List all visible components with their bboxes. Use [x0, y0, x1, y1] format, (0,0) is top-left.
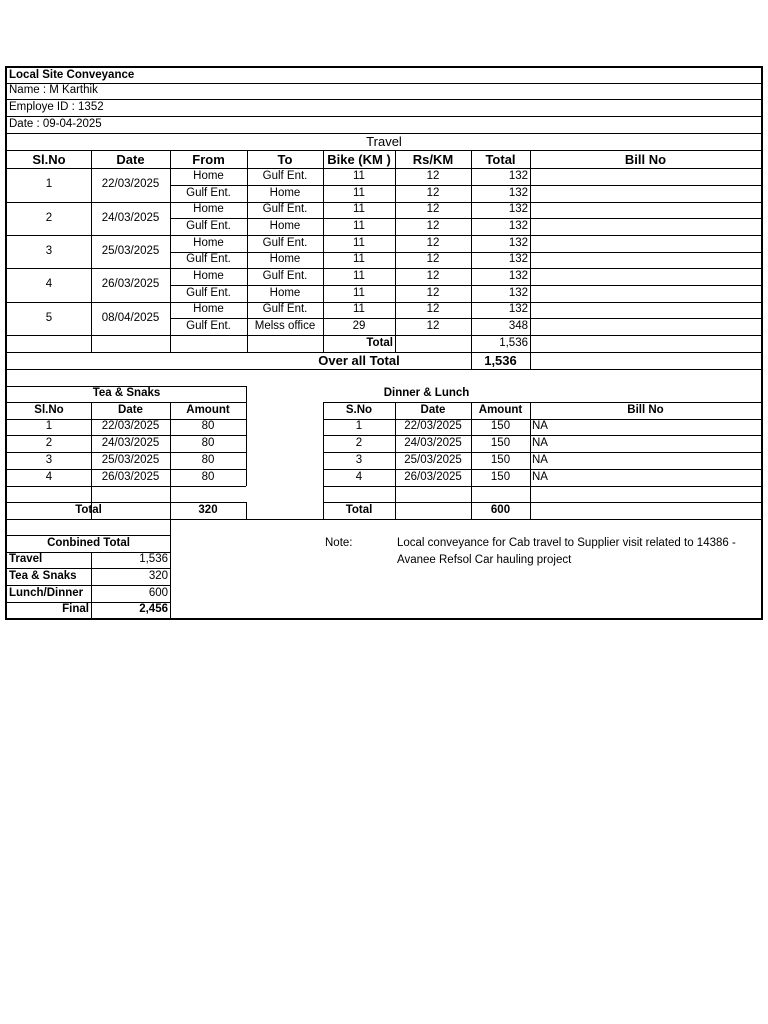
- dinner-heading: Dinner & Lunch: [383, 387, 470, 400]
- travel-rate: 12: [426, 203, 440, 216]
- combined-label: Travel: [9, 553, 43, 566]
- travel-rate: 12: [426, 253, 440, 266]
- travel-column-header: Bill No: [624, 151, 667, 167]
- travel-to: Home: [269, 186, 301, 199]
- travel-km: 11: [353, 169, 365, 182]
- dinner-column-header: Date: [420, 403, 446, 416]
- tea-column-header: Amount: [186, 403, 230, 416]
- tea-sl-no: 2: [45, 436, 53, 449]
- travel-row-total: 132: [508, 236, 528, 249]
- tea-amount: 80: [201, 436, 215, 449]
- note-text-line-2: Avanee Refsol Car hauling project: [397, 554, 572, 566]
- travel-row-total: 132: [508, 269, 528, 282]
- dinner-sl-no: 4: [355, 470, 363, 483]
- combined-value: 320: [148, 569, 168, 582]
- grid-line-vertical: [246, 502, 247, 519]
- final-value: 2,456: [139, 603, 168, 616]
- travel-from: Home: [193, 303, 224, 316]
- travel-km: 11: [353, 186, 365, 199]
- travel-column-header: Bike (KM ): [327, 151, 391, 167]
- travel-row-total: 132: [508, 303, 528, 316]
- travel-rate: 12: [426, 269, 440, 282]
- note-text-line-1: Local conveyance for Cab travel to Supplier visit related to 14386 -: [397, 537, 736, 549]
- grid-line-vertical: [530, 352, 531, 369]
- dinner-total-label: Total: [345, 503, 373, 516]
- travel-row-total: 132: [508, 169, 528, 182]
- travel-from: Gulf Ent.: [186, 186, 231, 199]
- tea-amount: 80: [201, 470, 215, 483]
- travel-column-header: From: [192, 151, 225, 167]
- tea-total-label: Total: [75, 503, 102, 516]
- travel-from: Gulf Ent.: [186, 319, 231, 332]
- travel-km: 29: [352, 319, 366, 332]
- dinner-date: 24/03/2025: [404, 436, 462, 449]
- dinner-date: 25/03/2025: [404, 453, 462, 466]
- travel-to: Gulf Ent.: [262, 236, 308, 249]
- travel-sl-no: 4: [45, 278, 53, 291]
- travel-km: 11: [353, 203, 365, 216]
- travel-row-total: 132: [508, 186, 528, 199]
- tea-heading: Tea & Snaks: [92, 387, 161, 400]
- dinner-bill-no: NA: [532, 470, 548, 483]
- dinner-sl-no: 2: [355, 436, 363, 449]
- travel-row-total: 132: [508, 286, 528, 299]
- travel-to: Gulf Ent.: [262, 303, 308, 316]
- overall-total-label: Over all Total: [318, 353, 400, 368]
- combined-heading: Conbined Total: [47, 536, 130, 549]
- dinner-column-header: Bill No: [627, 403, 664, 416]
- travel-km: 11: [353, 303, 365, 316]
- travel-from: Home: [193, 269, 224, 282]
- travel-from: Gulf Ent.: [186, 253, 231, 266]
- tea-total-value: 320: [198, 503, 218, 516]
- dinner-date: 22/03/2025: [404, 420, 462, 433]
- sheet-title: Local Site Conveyance: [9, 68, 135, 81]
- grid-line-horizontal: [323, 486, 761, 487]
- travel-heading: Travel: [366, 134, 402, 149]
- travel-row-total: 132: [508, 203, 528, 216]
- overall-total-value: 1,536: [484, 353, 517, 368]
- combined-value: 1,536: [139, 553, 168, 566]
- tea-amount: 80: [201, 453, 215, 466]
- travel-rate: 12: [426, 236, 440, 249]
- travel-column-header: Date: [116, 151, 145, 167]
- combined-value: 600: [148, 586, 168, 599]
- travel-rate: 12: [426, 169, 440, 182]
- dinner-bill-no: NA: [532, 453, 548, 466]
- travel-sl-no: 3: [45, 244, 53, 257]
- dinner-bill-no: NA: [532, 436, 548, 449]
- travel-from: Gulf Ent.: [186, 286, 231, 299]
- dinner-date: 26/03/2025: [404, 470, 462, 483]
- travel-sl-no: 1: [45, 178, 53, 191]
- travel-date: 25/03/2025: [101, 244, 160, 257]
- travel-sl-no: 2: [45, 211, 53, 224]
- travel-sl-no: 5: [45, 311, 53, 324]
- grid-line-vertical: [530, 150, 531, 352]
- tea-amount: 80: [201, 420, 215, 433]
- travel-rate: 12: [426, 186, 440, 199]
- travel-rate: 12: [426, 219, 440, 232]
- travel-to: Home: [269, 219, 301, 232]
- tea-column-header: Date: [118, 403, 143, 416]
- travel-to: Melss office: [254, 319, 316, 332]
- dinner-column-header: Amount: [478, 403, 523, 416]
- travel-from: Home: [193, 236, 224, 249]
- travel-km: 11: [353, 236, 365, 249]
- dinner-amount: 150: [490, 420, 511, 433]
- travel-from: Gulf Ent.: [186, 219, 231, 232]
- travel-to: Home: [269, 286, 301, 299]
- travel-date: 22/03/2025: [101, 178, 160, 191]
- dinner-amount: 150: [490, 453, 511, 466]
- travel-column-header: Sl.No: [32, 151, 66, 167]
- employee-name: Name : M Karthik: [9, 84, 98, 97]
- travel-column-header: Rs/KM: [412, 151, 454, 167]
- travel-total-label: Total: [366, 336, 393, 349]
- grid-line-horizontal: [7, 369, 761, 370]
- travel-to: Gulf Ent.: [262, 169, 308, 182]
- dinner-total-value: 600: [490, 503, 511, 516]
- travel-to: Home: [269, 253, 301, 266]
- travel-to: Gulf Ent.: [262, 203, 308, 216]
- dinner-sl-no: 3: [355, 453, 363, 466]
- travel-rate: 12: [426, 319, 440, 332]
- travel-km: 11: [353, 286, 365, 299]
- grid-line-horizontal: [7, 486, 246, 487]
- report-date: Date : 09-04-2025: [9, 117, 102, 130]
- tea-sl-no: 3: [45, 453, 53, 466]
- dinner-sl-no: 1: [355, 420, 363, 433]
- combined-label: Lunch/Dinner: [9, 586, 84, 599]
- travel-row-total: 132: [508, 219, 528, 232]
- travel-rate: 12: [426, 286, 440, 299]
- travel-column-header: Total: [485, 151, 516, 167]
- travel-column-header: To: [277, 151, 293, 167]
- travel-date: 24/03/2025: [101, 211, 160, 224]
- grid-line-vertical: [246, 386, 247, 486]
- travel-km: 11: [353, 219, 365, 232]
- travel-rate: 12: [426, 303, 440, 316]
- tea-date: 22/03/2025: [101, 420, 160, 433]
- travel-to: Gulf Ent.: [262, 269, 308, 282]
- tea-sl-no: 1: [45, 420, 53, 433]
- final-label: Final: [62, 603, 89, 616]
- employee-id: Employe ID : 1352: [9, 100, 104, 113]
- travel-row-total: 348: [508, 319, 528, 332]
- tea-date: 24/03/2025: [101, 436, 160, 449]
- travel-from: Home: [193, 203, 224, 216]
- conveyance-sheet: [5, 66, 763, 620]
- travel-date: 08/04/2025: [101, 311, 160, 324]
- tea-sl-no: 4: [45, 470, 53, 483]
- grid-line-horizontal: [7, 519, 761, 520]
- travel-from: Home: [193, 169, 224, 182]
- travel-date: 26/03/2025: [101, 278, 160, 291]
- note-label: Note:: [325, 537, 353, 549]
- grid-line-vertical: [170, 519, 171, 535]
- dinner-bill-no: NA: [532, 420, 548, 433]
- tea-date: 25/03/2025: [101, 453, 160, 466]
- travel-km: 11: [353, 269, 365, 282]
- travel-row-total: 132: [508, 253, 528, 266]
- travel-total-value: 1,536: [499, 336, 528, 349]
- grid-line-vertical: [170, 535, 171, 618]
- tea-column-header: Sl.No: [34, 403, 64, 416]
- dinner-amount: 150: [490, 470, 511, 483]
- tea-date: 26/03/2025: [101, 470, 160, 483]
- combined-label: Tea & Snaks: [9, 569, 77, 582]
- dinner-column-header: S.No: [345, 403, 373, 416]
- dinner-amount: 150: [490, 436, 511, 449]
- travel-km: 11: [353, 253, 365, 266]
